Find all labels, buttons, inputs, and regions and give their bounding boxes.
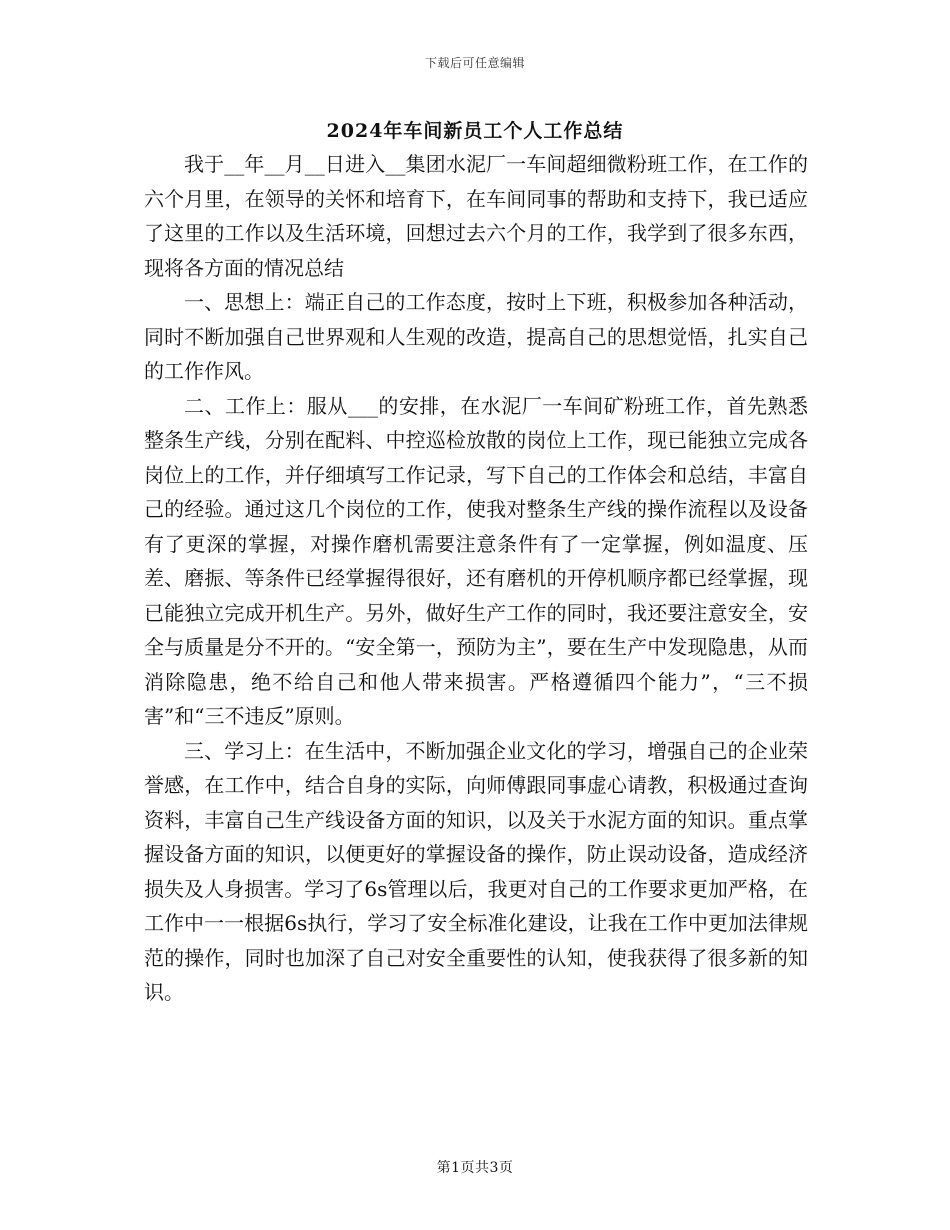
paragraph-work: 二、工作上：服从___的安排，在水泥厂一车间矿粉班工作，首先熟悉整条生产线，分别在配料、中控巡检放散的岗位上工作，现已能独立完成各岗位上的工作，并仔细填写工作记录，写下自己的工作体会和总结，丰富自己的经验。通过这几个岗位的工作，使我对整条生产线的操作流程以及设备有了更深的掌握，对操作磨机需要注意条件有了一定掌握，例如温度、压差、磨振、等条件已经掌握得很好，还有磨机的开停机顺序都已经掌握，现已能独立完成开机生产。另外，做好生产工作的同时，我还要注意安全，安全与质量是分不开的。“安全第一，预防为主”，要在生产中发现隐患，从而消除隐患，绝不给自己和他人带来损害。严格遵循四个能力”，“三不损害”和“三不违反”原则。 (144, 393, 808, 728)
document-title: 2024年车间新员工个人工作总结 (326, 120, 624, 142)
paragraph-intro: 我于__年__月__日进入__集团水泥厂一车间超细微粉班工作，在工作的六个月里，在领导的关怀和培育下，在车间同事的帮助和支持下，我已适应了这里的工作以及生活环境，回想过去六个月的工作，我学到了很多东西，现将各方面的情况总结 (144, 152, 808, 280)
header-note: 下载后可任意编辑 (424, 56, 525, 70)
document-body (144, 147, 808, 1010)
paragraph-thought: 一、思想上：端正自己的工作态度，按时上下班，积极参加各种活动，同时不断加强自己世界观和人生观的改造，提高自己的思想觉悟，扎实自己的工作作风。 (144, 290, 808, 383)
page-number: 第1页共3页 (436, 1160, 514, 1176)
paragraph-study: 三、学习上：在生活中，不断加强企业文化的学习，增强自己的企业荣誉感，在工作中，结合自身的实际，向师傅跟同事虚心请教，积极通过查询资料，丰富自己生产线设备方面的知识，以及关于水泥方面的知识。重点掌握设备方面的知识，以便更好的掌握设备的操作，防止误动设备，造成经济损失及人身损害。学习了6s管理以后，我更对自己的工作要求更加严格，在工作中一一根据6s执行，学习了安全标准化建设，让我在工作中更加法律规范的操作，同时也加深了自己对安全重要性的认知，使我获得了很多新的知识。 (144, 738, 808, 1004)
